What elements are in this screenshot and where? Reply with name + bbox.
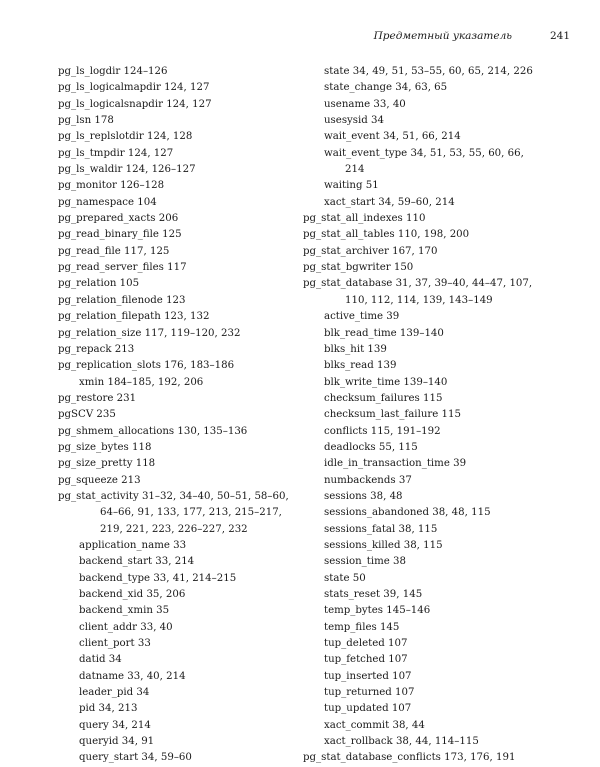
index-subentry: sessions_fatal 38, 115 (324, 523, 438, 535)
index-entry: pg_lsn 178 (58, 115, 114, 127)
index-column-right (303, 64, 575, 767)
index-subentry: xmin 184–185, 192, 206 (79, 376, 204, 388)
index-entry: pg_shmem_allocations 130, 135–136 (58, 425, 248, 437)
index-subentry: idle_in_transaction_time 39 (324, 458, 467, 470)
index-subentry: checksum_last_failure 115 (324, 409, 461, 421)
index-entry: pg_stat_bgwriter 150 (303, 262, 414, 274)
index-subentry: usename 33, 40 (324, 98, 406, 110)
index-entry: pg_namespace 104 (58, 196, 157, 208)
index-subentry: sessions 38, 48 (324, 490, 403, 502)
index-entry: pg_read_server_files 117 (58, 262, 187, 274)
index-subentry: datid 34 (79, 654, 122, 666)
index-entry: pg_stat_all_indexes 110 (303, 213, 426, 225)
index-entry: pg_ls_logicalsnapdir 124, 127 (58, 98, 212, 110)
index-subentry: tup_deleted 107 (324, 638, 408, 650)
index-subentry: sessions_abandoned 38, 48, 115 (324, 507, 491, 519)
index-subentry: active_time 39 (324, 311, 400, 323)
index-entry: pgSCV 235 (58, 409, 116, 421)
index-entry: pg_relation_filepath 123, 132 (58, 311, 210, 323)
index-subentry: backend_start 33, 214 (79, 556, 195, 568)
index-subentry: leader_pid 34 (79, 687, 150, 699)
index-subentry: xact_rollback 38, 44, 114–115 (324, 736, 479, 748)
index-subentry: blks_read 139 (324, 360, 397, 372)
index-subentry: client_port 33 (79, 638, 151, 650)
index-subentry: deadlocks 55, 115 (324, 441, 418, 453)
index-subentry: temp_files 145 (324, 621, 400, 633)
index-subentry: state 34, 49, 51, 53–55, 60, 65, 214, 226 (324, 66, 533, 77)
index-subentry: wait_event 34, 51, 66, 214 (324, 131, 461, 143)
index-subentry: pid 34, 213 (79, 703, 138, 715)
index-entry: pg_ls_logicalmapdir 124, 127 (58, 82, 210, 94)
index-subentry: temp_bytes 145–146 (324, 605, 431, 617)
index-subentry: backend_type 33, 41, 214–215 (79, 572, 237, 584)
index-entry: pg_stat_activity 31–32, 34–40, 50–51, 58–60, (58, 490, 289, 502)
page-number: 241 (549, 30, 570, 42)
index-subentry: tup_inserted 107 (324, 670, 412, 682)
index-subentry: blk_write_time 139–140 (324, 376, 448, 388)
index-entry: pg_relation 105 (58, 278, 140, 290)
index-subentry: queryid 34, 91 (79, 736, 155, 748)
index-subentry: datname 33, 40, 214 (79, 670, 186, 682)
index-entry: pg_relation_filenode 123 (58, 294, 186, 306)
index-subentry: tup_returned 107 (324, 687, 415, 699)
index-subentry: state 50 (324, 572, 366, 584)
index-subentry: application_name 33 (79, 539, 187, 551)
index-entry: pg_monitor 126–128 (58, 180, 165, 192)
index-entry: pg_ls_logdir 124–126 (58, 66, 168, 77)
index-entry: pg_ls_replslotdir 124, 128 (58, 131, 193, 143)
index-subentry: blk_read_time 139–140 (324, 327, 444, 339)
index-subentry: conflicts 115, 191–192 (324, 425, 441, 437)
index-subentry: backend_xmin 35 (79, 605, 170, 617)
index-entry: pg_relation_size 117, 119–120, 232 (58, 327, 241, 339)
index-subentry: numbackends 37 (324, 474, 412, 486)
index-subentry: state_change 34, 63, 65 (324, 82, 448, 94)
index-subentry: waiting 51 (324, 180, 379, 192)
index-entry: pg_ls_tmpdir 124, 127 (58, 147, 174, 159)
index-entry: pg_size_bytes 118 (58, 441, 152, 453)
index-entry: pg_replication_slots 176, 183–186 (58, 360, 235, 372)
index-subentry: wait_event_type 34, 51, 53, 55, 60, 66, (324, 147, 524, 159)
index-subentry: sessions_killed 38, 115 (324, 539, 443, 551)
index-column-left (58, 64, 290, 767)
index-subentry: tup_fetched 107 (324, 654, 408, 666)
index-subentry: checksum_failures 115 (324, 392, 443, 404)
index-entry: pg_read_binary_file 125 (58, 229, 182, 241)
index-entry: pg_squeeze 213 (58, 474, 141, 486)
index-entry: pg_ls_waldir 124, 126–127 (58, 164, 196, 176)
index-entry-continuation: 64–66, 91, 133, 177, 213, 215–217, (100, 507, 282, 519)
index-subentry: query 34, 214 (79, 719, 151, 731)
index-subentry: backend_xid 35, 206 (79, 589, 186, 600)
index-entry: pg_stat_archiver 167, 170 (303, 245, 438, 257)
index-entry-continuation: 110, 112, 114, 139, 143–149 (345, 294, 493, 306)
index-entry: pg_stat_database_conflicts 173, 176, 191 (303, 752, 516, 764)
index-entry: pg_repack 213 (58, 343, 135, 355)
index-subentry: client_addr 33, 40 (79, 621, 173, 633)
index-entry-continuation: 219, 221, 223, 226–227, 232 (100, 523, 248, 535)
index-subentry: usesysid 34 (324, 115, 385, 127)
index-subentry: xact_start 34, 59–60, 214 (324, 196, 455, 208)
index-entry: pg_stat_all_tables 110, 198, 200 (303, 229, 470, 241)
index-entry-continuation: 214 (345, 164, 365, 176)
index-subentry: query_start 34, 59–60 (79, 752, 192, 764)
index-subentry: blks_hit 139 (324, 343, 387, 355)
index-entry: pg_stat_database 31, 37, 39–40, 44–47, 107, (303, 278, 533, 290)
running-head-title: Предметный указатель (373, 30, 512, 42)
index-entry: pg_restore 231 (58, 392, 137, 404)
index-entry: pg_prepared_xacts 206 (58, 213, 179, 225)
index-entry: pg_read_file 117, 125 (58, 245, 170, 257)
index-subentry: stats_reset 39, 145 (324, 589, 423, 600)
index-subentry: xact_commit 38, 44 (324, 719, 425, 731)
index-entry: pg_size_pretty 118 (58, 458, 156, 470)
index-subentry: session_time 38 (324, 556, 407, 568)
index-subentry: tup_updated 107 (324, 703, 412, 715)
